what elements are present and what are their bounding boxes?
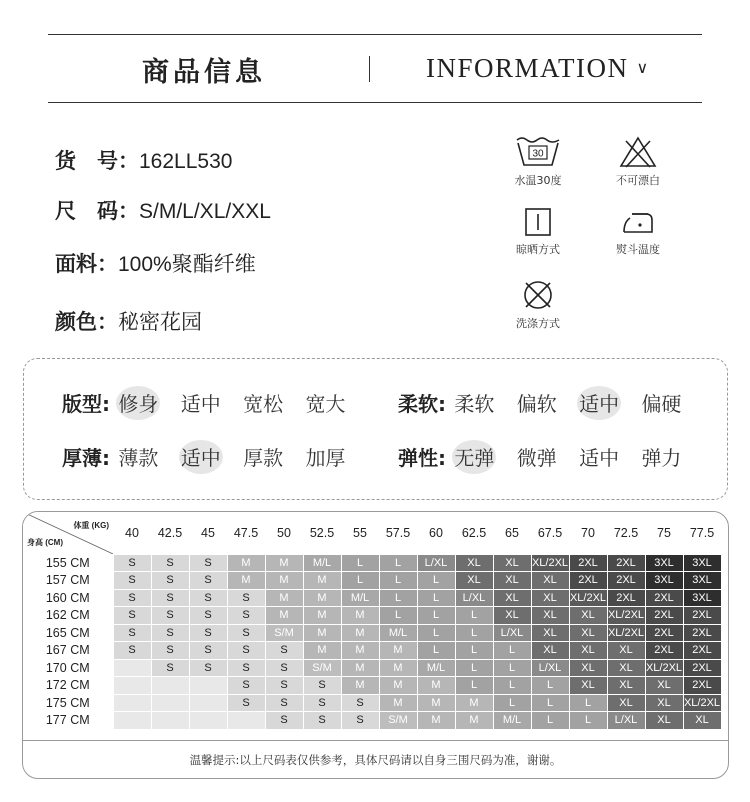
care-drying: [503, 206, 573, 257]
size-cell: XL: [607, 694, 645, 712]
size-cell: L: [341, 554, 379, 572]
size-cell: L: [531, 712, 569, 730]
size-cell: S: [227, 642, 265, 660]
size-cell: S: [151, 589, 189, 607]
size-cell: S: [113, 572, 151, 590]
attr-option: 柔软: [454, 392, 495, 416]
size-cell: S: [113, 554, 151, 572]
size-cell: S: [189, 572, 227, 590]
size-cell: S: [189, 554, 227, 572]
size-cell: [113, 712, 151, 730]
care-wash-30: [503, 135, 573, 188]
size-cell: S: [265, 659, 303, 677]
size-cell: 2XL: [645, 607, 683, 625]
size-cell: 3XL: [683, 589, 721, 607]
weight-header: 47.5: [227, 512, 265, 554]
size-cell: L: [417, 607, 455, 625]
care-label: 洗涤方式: [516, 317, 560, 330]
size-cell: [189, 712, 227, 730]
size-cell: S: [151, 624, 189, 642]
size-cell: M/L: [493, 712, 531, 730]
size-cell: S/M: [265, 624, 303, 642]
size-cell: M: [265, 572, 303, 590]
size-cell: L: [455, 659, 493, 677]
size-cell: L: [417, 589, 455, 607]
attr-option: 偏硬: [641, 392, 682, 416]
size-cell: 2XL: [645, 589, 683, 607]
tip-divider: [23, 740, 728, 741]
size-cell: M: [455, 694, 493, 712]
size-cell: 2XL: [645, 642, 683, 660]
size-cell: XL: [531, 589, 569, 607]
wash-temp: 30: [532, 148, 544, 160]
size-cell: XL/2XL: [683, 694, 721, 712]
size-cell: M: [379, 642, 417, 660]
size-cell: XL: [531, 607, 569, 625]
size-cell: M: [417, 677, 455, 695]
size-cell: M: [265, 554, 303, 572]
info-value: 秘密花园: [118, 311, 202, 334]
info-value: 162LL530: [139, 150, 233, 173]
size-cell: S: [113, 589, 151, 607]
attr-fit: [62, 388, 359, 417]
size-cell: S: [151, 659, 189, 677]
care-wash-method: [503, 278, 573, 331]
size-cell: L: [569, 694, 607, 712]
size-cell: 3XL: [683, 554, 721, 572]
no-wash-icon: [518, 278, 558, 312]
weight-header: 40: [113, 512, 151, 554]
size-cell: 2XL: [569, 554, 607, 572]
care-iron: [603, 206, 673, 257]
size-cell: XL: [531, 572, 569, 590]
weight-header: 65: [493, 512, 531, 554]
title-en-text: INFORMATION: [426, 53, 629, 83]
size-cell: XL: [645, 712, 683, 730]
size-cell: S: [303, 712, 341, 730]
size-cell: M: [379, 694, 417, 712]
size-row: [23, 642, 721, 660]
size-cell: L/XL: [455, 589, 493, 607]
size-tip: 温馨提示:以上尺码表仅供参考，具体尺码请以自身三围尺码为准，谢谢。: [189, 753, 562, 767]
chevron-down-icon: ∨: [636, 58, 650, 77]
size-cell: M: [379, 677, 417, 695]
size-cell: M/L: [341, 589, 379, 607]
size-cell: L/XL: [417, 554, 455, 572]
size-cell: S: [303, 677, 341, 695]
size-cell: XL/2XL: [607, 607, 645, 625]
size-cell: XL: [493, 607, 531, 625]
size-cell: [189, 677, 227, 695]
info-label: 颜色：: [55, 310, 118, 334]
attr-option: 适中: [579, 446, 620, 470]
attr-option: 偏软: [516, 392, 557, 416]
size-cell: L: [417, 572, 455, 590]
care-label: 熨斗温度: [616, 243, 660, 256]
size-cell: 2XL: [569, 572, 607, 590]
size-table: [23, 512, 722, 730]
attr-soft: [398, 388, 695, 417]
attr-label: 厚薄:: [62, 446, 110, 470]
size-cell: L: [379, 607, 417, 625]
weight-header: 42.5: [151, 512, 189, 554]
size-cell: M: [341, 624, 379, 642]
size-cell: L/XL: [493, 624, 531, 642]
weight-header: 60: [417, 512, 455, 554]
care-label: 晾晒方式: [516, 243, 560, 256]
size-cell: M: [227, 572, 265, 590]
size-cell: 3XL: [645, 554, 683, 572]
size-cell: [227, 712, 265, 730]
height-label: 165 CM: [23, 624, 113, 642]
size-cell: M: [265, 607, 303, 625]
size-cell: L: [455, 642, 493, 660]
size-cell: XL: [493, 572, 531, 590]
size-cell: XL: [607, 659, 645, 677]
weight-header: 55: [341, 512, 379, 554]
size-cell: XL/2XL: [607, 624, 645, 642]
size-row: [23, 677, 721, 695]
size-cell: S: [151, 554, 189, 572]
attr-option: 适中: [180, 392, 221, 416]
size-cell: S: [151, 572, 189, 590]
size-cell: M: [455, 712, 493, 730]
size-row: [23, 712, 721, 730]
size-cell: L/XL: [531, 659, 569, 677]
size-cell: XL/2XL: [569, 589, 607, 607]
height-label: 170 CM: [23, 659, 113, 677]
size-row: [23, 694, 721, 712]
size-cell: S: [227, 589, 265, 607]
size-cell: L: [417, 624, 455, 642]
weight-axis-label: 体重 (KG): [73, 521, 109, 530]
attr-option: 弹力: [641, 446, 682, 470]
size-cell: XL: [569, 642, 607, 660]
weight-header: 75: [645, 512, 683, 554]
attr-option: 无弹: [452, 442, 496, 471]
size-cell: 2XL: [683, 624, 721, 642]
attr-label: 柔软:: [398, 392, 446, 416]
size-cell: M/L: [417, 659, 455, 677]
weight-header: 70: [569, 512, 607, 554]
weight-header: 77.5: [683, 512, 721, 554]
size-cell: [113, 677, 151, 695]
size-cell: M: [341, 607, 379, 625]
weight-header: 57.5: [379, 512, 417, 554]
section-title-cn: 商品信息: [142, 57, 266, 88]
size-cell: M: [265, 589, 303, 607]
size-cell: M: [341, 677, 379, 695]
care-no-bleach: [603, 135, 673, 188]
attr-option: 厚款: [243, 446, 284, 470]
info-value: 100%聚酯纤维: [118, 253, 256, 276]
size-cell: XL: [531, 624, 569, 642]
attributes-panel: [23, 358, 728, 500]
size-cell: S: [189, 624, 227, 642]
attr-option: 薄款: [118, 446, 159, 470]
size-row: [23, 589, 721, 607]
size-row: [23, 607, 721, 625]
size-cell: XL: [645, 677, 683, 695]
size-cell: M: [417, 712, 455, 730]
attr-option: 微弹: [516, 446, 557, 470]
attr-option: 修身: [116, 388, 160, 417]
size-cell: L: [531, 694, 569, 712]
bottom-rule: [48, 102, 702, 103]
weight-header: 72.5: [607, 512, 645, 554]
size-cell: 3XL: [683, 572, 721, 590]
size-cell: L: [455, 624, 493, 642]
size-cell: S: [227, 659, 265, 677]
size-cell: [189, 694, 227, 712]
size-cell: S: [189, 607, 227, 625]
size-cell: L: [531, 677, 569, 695]
info-label: 货 号：: [55, 149, 139, 173]
no-bleach-icon: [618, 135, 658, 169]
info-fabric: [55, 248, 256, 278]
size-cell: L: [455, 607, 493, 625]
weight-header: 67.5: [531, 512, 569, 554]
attr-label: 版型:: [62, 392, 110, 416]
size-cell: M: [303, 624, 341, 642]
weight-header: 52.5: [303, 512, 341, 554]
weight-header: 62.5: [455, 512, 493, 554]
size-cell: [151, 712, 189, 730]
size-cell: 2XL: [607, 554, 645, 572]
size-cell: XL: [569, 607, 607, 625]
size-cell: S: [265, 642, 303, 660]
size-cell: M: [341, 659, 379, 677]
section-title-en: [426, 53, 650, 84]
size-cell: L: [569, 712, 607, 730]
size-chart-panel: [22, 511, 729, 779]
size-cell: S: [227, 624, 265, 642]
size-cell: 3XL: [645, 572, 683, 590]
size-cell: S: [151, 642, 189, 660]
size-cell: L: [417, 642, 455, 660]
size-cell: XL: [645, 694, 683, 712]
size-cell: L: [379, 572, 417, 590]
size-cell: S: [227, 607, 265, 625]
size-cell: XL: [455, 572, 493, 590]
attr-option: 适中: [179, 442, 223, 471]
size-cell: S: [189, 589, 227, 607]
size-cell: L: [493, 642, 531, 660]
size-cell: M: [303, 642, 341, 660]
size-cell: XL: [531, 642, 569, 660]
info-color: [55, 306, 202, 336]
size-cell: S: [189, 642, 227, 660]
size-cell: XL: [569, 677, 607, 695]
size-cell: [151, 677, 189, 695]
info-label: 面料：: [55, 252, 118, 276]
size-cell: 2XL: [683, 607, 721, 625]
size-cell: S/M: [303, 659, 341, 677]
size-cell: M: [379, 659, 417, 677]
info-label: 尺 码：: [55, 199, 139, 223]
size-cell: L: [379, 554, 417, 572]
size-cell: L: [493, 694, 531, 712]
size-cell: [151, 694, 189, 712]
size-cell: XL: [493, 554, 531, 572]
attr-elastic: [398, 442, 695, 471]
size-cell: 2XL: [683, 677, 721, 695]
size-cell: XL: [683, 712, 721, 730]
size-cell: S: [341, 712, 379, 730]
size-cell: XL: [607, 677, 645, 695]
iron-icon: [618, 206, 658, 238]
title-divider: [369, 56, 370, 82]
height-label: 160 CM: [23, 589, 113, 607]
info-item-number: [55, 145, 232, 175]
size-cell: L: [455, 677, 493, 695]
size-cell: 2XL: [683, 642, 721, 660]
size-cell: XL: [607, 642, 645, 660]
size-cell: M: [303, 572, 341, 590]
size-cell: XL: [493, 589, 531, 607]
height-label: 167 CM: [23, 642, 113, 660]
attr-label: 弹性:: [398, 446, 446, 470]
size-cell: S: [265, 677, 303, 695]
size-cell: M: [417, 694, 455, 712]
weight-header: 50: [265, 512, 303, 554]
care-label: 不可漂白: [616, 174, 660, 187]
size-cell: L: [493, 677, 531, 695]
size-table-corner: [23, 512, 113, 554]
size-cell: M: [227, 554, 265, 572]
size-cell: XL: [569, 659, 607, 677]
care-label: 水温30度: [514, 174, 562, 187]
height-label: 175 CM: [23, 694, 113, 712]
height-label: 157 CM: [23, 572, 113, 590]
size-cell: L: [341, 572, 379, 590]
size-cell: 2XL: [607, 589, 645, 607]
size-cell: 2XL: [607, 572, 645, 590]
height-label: 155 CM: [23, 554, 113, 572]
size-cell: S: [113, 624, 151, 642]
size-cell: 2XL: [645, 624, 683, 642]
height-axis-label: 身高 (CM): [27, 538, 63, 547]
size-cell: S: [113, 607, 151, 625]
size-cell: L: [493, 659, 531, 677]
height-label: 177 CM: [23, 712, 113, 730]
attr-option: 适中: [577, 388, 621, 417]
attr-option: 宽大: [305, 392, 346, 416]
size-cell: S: [227, 677, 265, 695]
size-cell: S: [151, 607, 189, 625]
size-cell: M/L: [303, 554, 341, 572]
size-cell: M: [303, 607, 341, 625]
size-cell: S: [227, 694, 265, 712]
height-label: 162 CM: [23, 607, 113, 625]
size-cell: M/L: [379, 624, 417, 642]
attr-option: 宽松: [243, 392, 284, 416]
height-label: 172 CM: [23, 677, 113, 695]
size-cell: XL/2XL: [645, 659, 683, 677]
size-cell: S: [265, 712, 303, 730]
size-cell: [113, 659, 151, 677]
size-cell: 2XL: [683, 659, 721, 677]
size-row: [23, 554, 721, 572]
size-row: [23, 572, 721, 590]
size-cell: S/M: [379, 712, 417, 730]
info-size: [55, 195, 271, 225]
size-cell: XL/2XL: [531, 554, 569, 572]
size-cell: L: [379, 589, 417, 607]
size-cell: S: [265, 694, 303, 712]
size-cell: S: [113, 642, 151, 660]
size-cell: [113, 694, 151, 712]
size-row: [23, 659, 721, 677]
size-row: [23, 624, 721, 642]
size-cell: L/XL: [607, 712, 645, 730]
top-rule: [48, 34, 702, 35]
size-cell: S: [303, 694, 341, 712]
size-cell: S: [189, 659, 227, 677]
size-cell: XL: [455, 554, 493, 572]
size-cell: M: [341, 642, 379, 660]
attr-thickness: [62, 442, 359, 471]
size-cell: S: [341, 694, 379, 712]
drying-icon: [518, 206, 558, 238]
attr-option: 加厚: [305, 446, 346, 470]
info-value: S/M/L/XL/XXL: [139, 200, 271, 223]
size-cell: M: [303, 589, 341, 607]
size-cell: XL: [569, 624, 607, 642]
wash-30-icon: [514, 135, 562, 169]
weight-header: 45: [189, 512, 227, 554]
